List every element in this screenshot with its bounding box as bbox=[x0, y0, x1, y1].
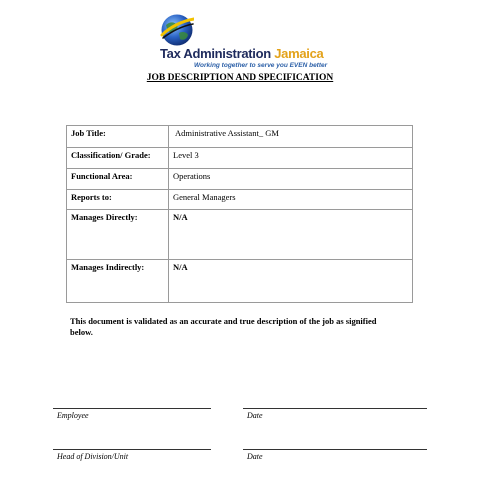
job-spec-table bbox=[66, 125, 413, 303]
table-row bbox=[67, 169, 413, 190]
table-row bbox=[67, 190, 413, 210]
logo-name-part1: Tax Administration bbox=[160, 46, 271, 61]
table-row bbox=[67, 210, 413, 260]
table-row bbox=[67, 260, 413, 303]
manages-directly-label: Manages Directly: bbox=[67, 210, 169, 260]
logo-wordmark bbox=[160, 47, 323, 60]
classification-value: Level 3 bbox=[169, 148, 413, 169]
manages-indirectly-label: Manages Indirectly: bbox=[67, 260, 169, 303]
job-title-text: Administrative Assistant_ GM bbox=[175, 128, 279, 138]
employee-label: Employee bbox=[57, 411, 89, 420]
employee-signature-line bbox=[53, 408, 211, 409]
employee-date-line bbox=[243, 408, 427, 409]
job-title-label: Job Title: bbox=[67, 126, 169, 148]
logo-name-part2: Jamaica bbox=[274, 46, 324, 61]
table-row bbox=[67, 148, 413, 169]
table-row bbox=[67, 126, 413, 148]
manages-indirectly-value: N/A bbox=[169, 260, 413, 303]
functional-area-label: Functional Area: bbox=[67, 169, 169, 190]
functional-area-value: Operations bbox=[169, 169, 413, 190]
head-signature-line bbox=[53, 449, 211, 450]
employee-date-label: Date bbox=[247, 411, 263, 420]
manages-directly-value: N/A bbox=[169, 210, 413, 260]
reports-to-label: Reports to: bbox=[67, 190, 169, 210]
tax-administration-jamaica-logo bbox=[156, 12, 328, 69]
validation-statement: This document is validated as an accurate and true description of the job as signified below. bbox=[70, 316, 377, 337]
head-date-label: Date bbox=[247, 452, 263, 461]
reports-to-value: General Managers bbox=[169, 190, 413, 210]
head-date-line bbox=[243, 449, 427, 450]
document-title: JOB DESCRIPTION AND SPECIFICATION bbox=[146, 73, 334, 83]
head-of-division-label: Head of Division/Unit bbox=[57, 452, 129, 461]
logo-tagline: Working together to serve you EVEN better bbox=[194, 62, 328, 69]
job-title-value bbox=[169, 126, 413, 148]
classification-label: Classification/ Grade: bbox=[67, 148, 169, 169]
globe-icon bbox=[160, 13, 194, 47]
